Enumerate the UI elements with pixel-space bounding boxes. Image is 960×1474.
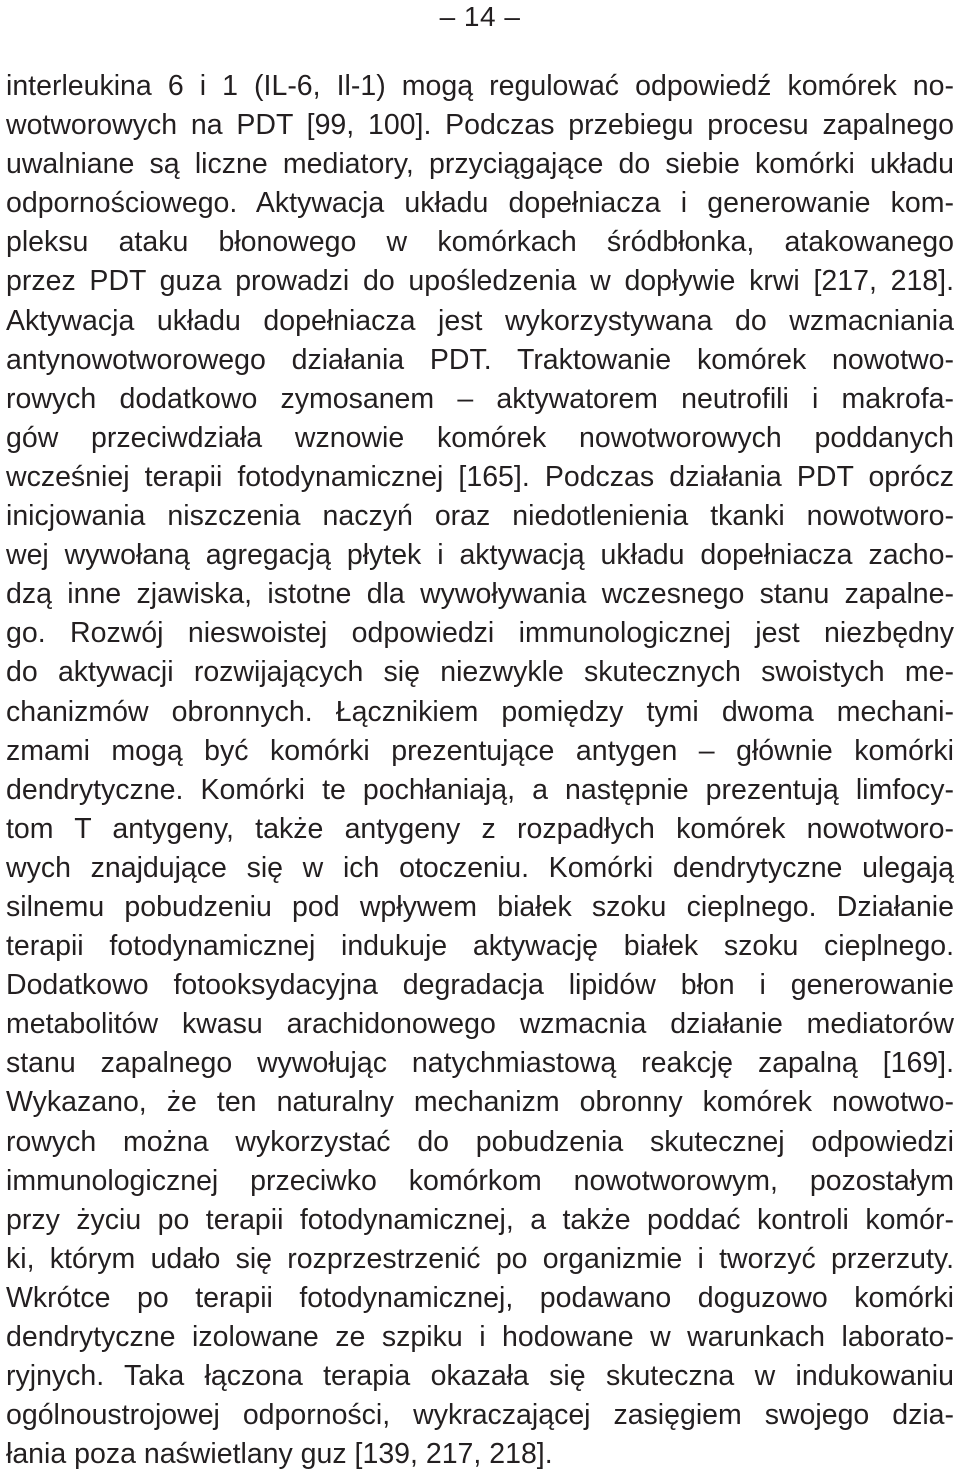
page-number: – 14 – [439, 1, 521, 32]
text-line: inicjowania niszczenia naczyń oraz niedotlenienia tkanki nowotworo- [6, 500, 954, 533]
text-line: Aktywacja układu dopełniacza jest wykorzystywana do wzmacniania [6, 304, 954, 337]
text-line: uwalniane są liczne mediatory, przyciągające do siebie komórki układu [6, 148, 954, 181]
text-line: przez PDT guza prowadzi do upośledzenia w dopływie krwi [217, 218]. [6, 265, 954, 298]
text-line: go. Rozwój nieswoistej odpowiedzi immunologicznej jest niezbędny [6, 617, 954, 650]
text-line: dendrytyczne. Komórki te pochłaniają, a następnie prezentują limfocy- [6, 773, 954, 806]
text-line: Dodatkowo fotooksydacyjna degradacja lipidów błon i generowanie [6, 969, 954, 1002]
text-line: wcześniej terapii fotodynamicznej [165]. Podczas działania PDT oprócz [6, 460, 954, 493]
text-line: wych znajdujące się w ich otoczeniu. Komórki dendrytyczne ulegają [6, 851, 954, 884]
text-line: wej wywołaną agregacją płytek i aktywacją układu dopełniacza zacho- [6, 539, 954, 572]
text-line: ki, którym udało się rozprzestrzenić po organizmie i tworzyć przerzuty. [6, 1242, 954, 1275]
text-line: rowych dodatkowo zymosanem – aktywatorem neutrofili i makrofa- [6, 382, 954, 415]
text-line: metabolitów kwasu arachidonowego wzmacnia działanie mediatorów [6, 1008, 954, 1041]
text-line: pleksu ataku błonowego w komórkach śródbłonka, atakowanego [6, 226, 954, 259]
text-line: łania poza naświetlany guz [139, 217, 218]. [6, 1438, 553, 1471]
text-line: wotworowych na PDT [99, 100]. Podczas przebiegu procesu zapalnego [6, 109, 954, 142]
text-line: interleukina 6 i 1 (IL-6, Il-1) mogą regulować odpowiedź komórek no- [6, 70, 954, 102]
text-line: stanu zapalnego wywołując natychmiastową reakcję zapalną [169]. [6, 1047, 954, 1080]
text-line: chanizmów obronnych. Łącznikiem pomiędzy tymi dwoma mechani- [6, 695, 954, 728]
text-line: do aktywacji rozwijających się niezwykle skutecznych swoistych me- [6, 656, 954, 689]
text-line: antynowotworowego działania PDT. Traktowanie komórek nowotwo- [6, 343, 954, 376]
text-line: immunologicznej przeciwko komórkom nowotworowym, pozostałym [6, 1164, 954, 1197]
body-text [6, 67, 954, 1474]
text-line: dzą inne zjawiska, istotne dla wywoływania wczesnego stanu zapalne- [6, 578, 954, 611]
text-line: silnemu pobudzeniu pod wpływem białek szoku cieplnego. Działanie [6, 890, 954, 923]
text-line: ogólnoustrojowej odporności, wykraczającej zasięgiem swojego dzia- [6, 1399, 954, 1432]
text-line: terapii fotodynamicznej indukuje aktywację białek szoku cieplnego. [6, 930, 954, 963]
text-line: gów przeciwdziała wznowie komórek nowotworowych poddanych [6, 421, 954, 454]
text-line: Wykazano, że ten naturalny mechanizm obronny komórek nowotwo- [6, 1086, 954, 1119]
text-line: ryjnych. Taka łączona terapia okazała się skuteczna w indukowaniu [6, 1360, 954, 1393]
text-line: dendrytyczne izolowane ze szpiku i hodowane w warunkach laborato- [6, 1321, 954, 1353]
text-line: zmami mogą być komórki prezentujące antygen – głównie komórki [6, 734, 954, 767]
text-line: przy życiu po terapii fotodynamicznej, a także poddać kontroli komór- [6, 1203, 954, 1236]
text-line: Wkrótce po terapii fotodynamicznej, podawano doguzowo komórki [6, 1281, 954, 1314]
text-line: tom T antygeny, także antygeny z rozpadłych komórek nowotworo- [6, 812, 954, 845]
text-line: odpornościowego. Aktywacja układu dopełniacza i generowanie kom- [6, 187, 954, 220]
text-line: rowych można wykorzystać do pobudzenia skutecznej odpowiedzi [6, 1125, 954, 1158]
